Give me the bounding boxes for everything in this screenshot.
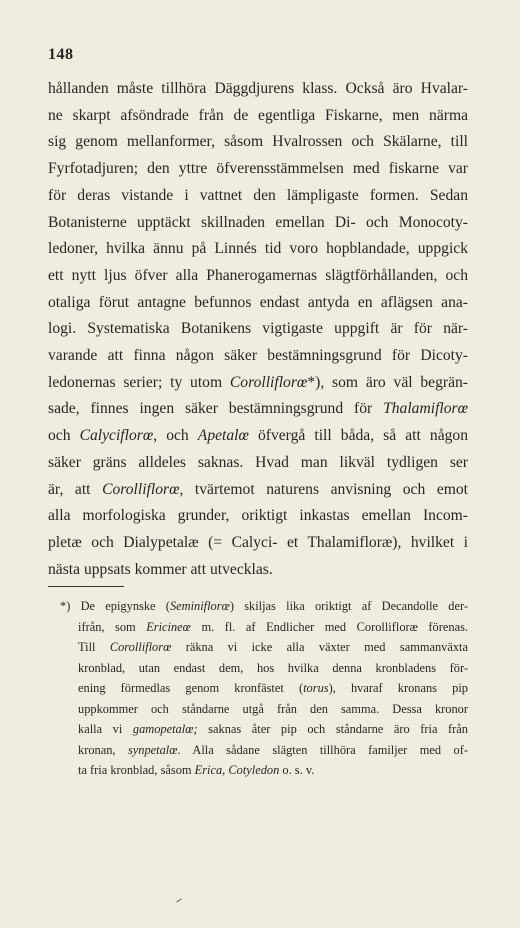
text-run: ), hvaraf kronans pip — [328, 681, 468, 695]
text-line — [48, 156, 468, 183]
text-line — [48, 450, 468, 477]
footnote-line — [48, 699, 468, 720]
text-run: o. s. v. — [279, 763, 315, 777]
text-line — [48, 263, 468, 290]
text-line — [48, 423, 468, 450]
text-line — [48, 210, 468, 237]
text-run: m. fl. af Endlicher med Corollifloræ förenas. — [190, 619, 468, 634]
text-line — [48, 370, 468, 397]
footnote-line — [48, 658, 468, 679]
text-run: , och — [153, 427, 198, 445]
text-line — [48, 290, 468, 317]
footnote-line — [48, 760, 468, 781]
footnote-line — [48, 678, 468, 699]
text-run: är, att — [48, 480, 103, 498]
body-text — [48, 76, 468, 583]
text-run: ta fria kronblad, såsom — [78, 763, 195, 777]
stray-mark — [176, 898, 181, 902]
text-run: kronan, — [78, 742, 128, 757]
text-run: ening förmedlas genom kronfästet ( — [78, 681, 304, 695]
text-run: sade, finnes ingen säker bestämningsgrund för — [48, 400, 384, 418]
footnote-line — [48, 596, 468, 617]
italic-term: Corolliflorœ — [229, 373, 308, 391]
text-run: alla morfologiska grunder, oriktigt inkastas emellan Incom- — [48, 507, 468, 525]
text-run: ) skiljas lika oriktigt af Decandolle der- — [229, 599, 469, 613]
text-run: logi. Systematiska Botanikens vigtigaste uppgift är för när- — [48, 320, 468, 338]
text-line — [48, 530, 468, 557]
text-run: nästa uppsats kommer att utvecklas. — [48, 560, 273, 578]
text-line — [48, 316, 468, 343]
footnote-line — [48, 617, 468, 638]
page-number: 148 — [48, 46, 74, 63]
text-run: pletæ och Dialypetalæ (= Calyci- et Thalamifloræ), hvilket i — [48, 533, 468, 551]
text-run: sig genom mellanformer, såsom Hvalrossen och Skälarne, till — [48, 133, 468, 151]
text-run: ifrån, som — [78, 619, 147, 634]
text-line — [48, 396, 468, 423]
footnote-rule — [48, 586, 124, 587]
text-run: saknas åter pip och ståndarne äro fria från — [197, 722, 469, 736]
italic-term: Erica, Cotyledon — [194, 763, 280, 777]
text-line — [48, 343, 468, 370]
text-run: Fyrfotadjuren; den yttre öfverensstämmelsen med fiskarne var — [48, 160, 468, 178]
text-run: uppkommer och ståndarne utgå från den samma. Dessa kronor — [78, 701, 468, 716]
italic-term: Calyciflorœ — [79, 427, 154, 445]
text-run: Till — [78, 640, 110, 654]
italic-term: torus — [303, 681, 329, 695]
text-run: , tvärtemot naturens anvisning och emot — [179, 480, 468, 498]
text-line — [48, 236, 468, 263]
text-run: kalla vi — [78, 722, 133, 736]
text-run: varande att finna någon säker bestämningsgrund för Dicoty- — [48, 347, 468, 365]
italic-term: Apetalœ — [197, 427, 249, 445]
text-run: otaliga förut antagne befunnos endast antyda en aflägsen ana- — [48, 293, 468, 311]
text-run: för deras vistande i vattnet den lämpligaste formen. Sedan — [48, 186, 468, 204]
text-run: öfvergå till båda, så att någon — [248, 427, 469, 445]
text-line — [48, 557, 468, 584]
text-run: . Alla sådane slägten tillhöra familjer med of- — [177, 742, 468, 757]
italic-term: synpetalœ — [127, 742, 178, 757]
footnote-line — [48, 740, 468, 761]
text-run: kronblad, utan endast dem, hos hvilka denna kronbladens för- — [78, 660, 468, 675]
text-run: och — [48, 427, 80, 445]
text-run: *), som äro väl begrän- — [307, 373, 468, 391]
text-run: *) De epigynske ( — [60, 599, 170, 613]
text-run: ledonernas serier; ty utom — [48, 373, 230, 391]
text-run: Botanisterne upptäckt skillnaden emellan Di- och Monocoty- — [48, 213, 468, 231]
text-run: ett nytt ljus öfver alla Phanerogamernas slägtförhållanden, och — [48, 266, 468, 284]
italic-term: gamopetalœ; — [132, 722, 198, 736]
text-run: hållanden måste tillhöra Däggdjurens klass. Också äro Hvalar- — [48, 80, 468, 97]
text-run: ledoner, hvilka ännu på Linnés tid voro hopblandade, uppgick — [48, 240, 468, 258]
footnote-line — [48, 719, 468, 740]
text-line — [48, 183, 468, 210]
italic-term: Ericineœ — [146, 619, 191, 634]
text-line — [48, 129, 468, 156]
footnote-line — [48, 637, 468, 658]
text-line — [48, 503, 468, 530]
italic-term: Seminiflorœ — [169, 599, 230, 613]
text-line — [48, 103, 468, 130]
text-run: räkna vi icke alla växter med sammanväxta — [171, 640, 468, 654]
italic-term: Corolliflorœ — [102, 480, 180, 498]
text-line — [48, 76, 468, 103]
text-run: ne skarpt afsöndrade från de egentliga Fiskarne, men närma — [48, 106, 468, 124]
text-run: säker gräns alldeles saknas. Hvad man likväl tydligen ser — [48, 453, 468, 471]
text-line — [48, 477, 468, 504]
italic-term: Thalamiflorœ — [383, 400, 468, 418]
italic-term: Corolliflorœ — [109, 640, 172, 654]
footnote — [48, 596, 468, 781]
